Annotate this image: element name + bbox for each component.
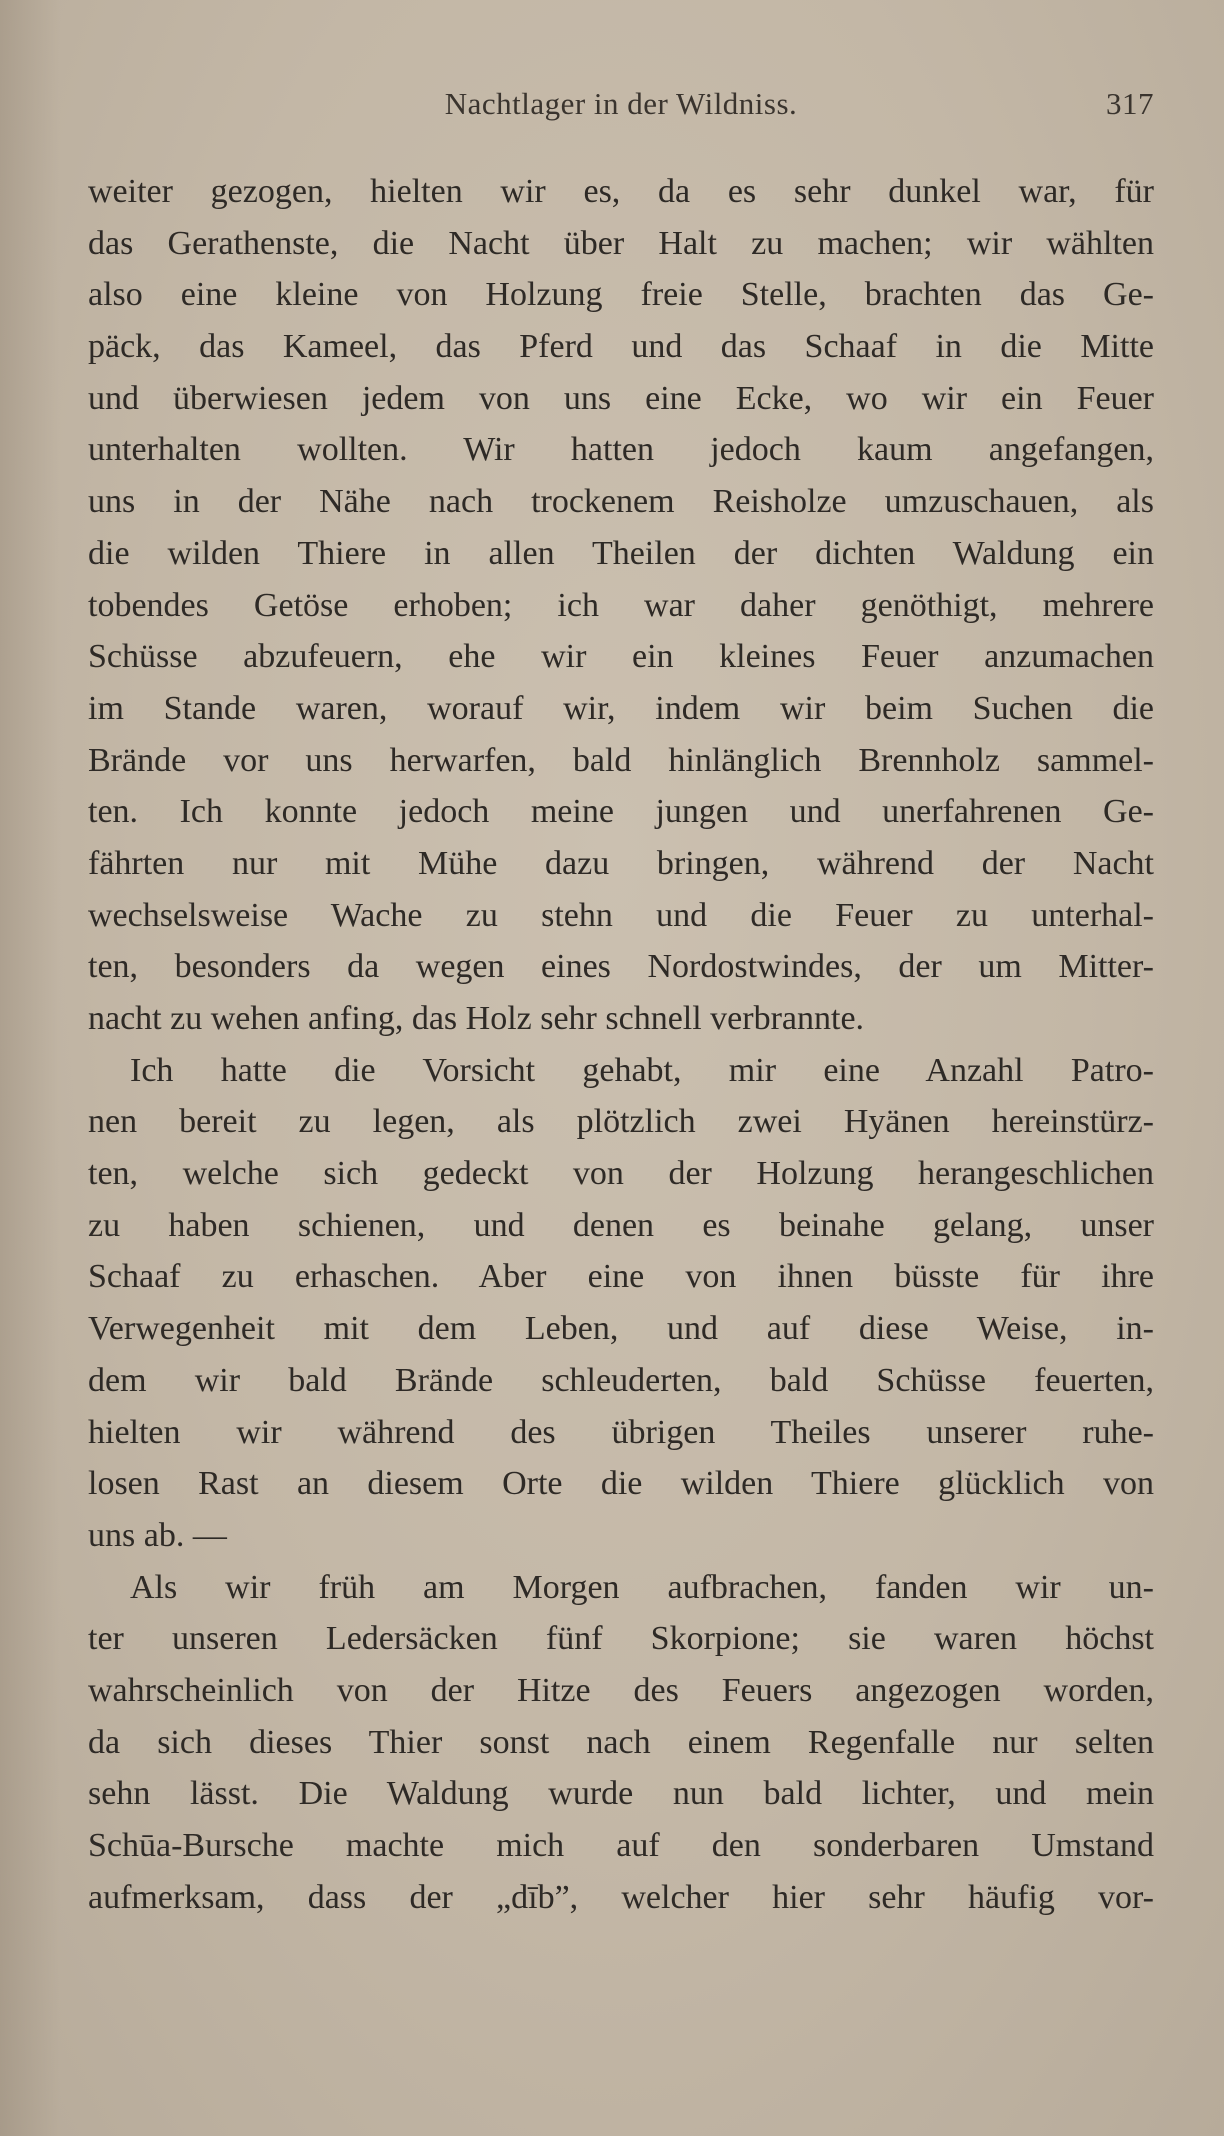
page-number: 317 — [1106, 86, 1154, 121]
text-line: und überwiesen jedem von uns eine Ecke, wo wir ein Feuer — [88, 379, 1154, 417]
text-line: nen bereit zu legen, als plötzlich zwei Hyänen hereinstürz- — [88, 1103, 1154, 1141]
text-line: wahrscheinlich von der Hitze des Feuers angezogen worden, — [88, 1671, 1154, 1709]
text-line: Verwegenheit mit dem Leben, und auf diese Weise, in- — [88, 1310, 1154, 1348]
text-line: tobendes Getöse erhoben; ich war daher genöthigt, mehrere — [88, 586, 1154, 624]
text-line: weiter gezogen, hielten wir es, da es sehr dunkel war, für — [88, 173, 1154, 210]
text-line: Ich hatte die Vorsicht gehabt, mir eine Anzahl Patro- — [130, 1051, 1154, 1089]
text-line: aufmerksam, dass der „dīb”, welcher hier sehr häufig vor- — [88, 1878, 1154, 1916]
page-edge-shadow — [0, 0, 60, 2136]
text-line: zu haben schienen, und denen es beinahe gelang, unser — [88, 1206, 1154, 1244]
text-line: uns ab. — — [88, 1516, 227, 1554]
text-line: nacht zu wehen anfing, das Holz sehr schnell verbrannte. — [88, 1000, 865, 1037]
text-line: wechselsweise Wache zu stehn und die Feuer zu unterhal- — [88, 896, 1154, 934]
text-line: ten, besonders da wegen eines Nordostwindes, der um Mitter- — [88, 948, 1154, 986]
text-line: Schaaf zu erhaschen. Aber eine von ihnen büsste für ihre — [88, 1258, 1154, 1296]
text-line: losen Rast an diesem Orte die wilden Thiere glücklich von — [88, 1465, 1154, 1503]
text-line: unterhalten wollten. Wir hatten jedoch kaum angefangen, — [88, 431, 1154, 469]
text-line: also eine kleine von Holzung freie Stelle, brachten das Ge- — [88, 276, 1154, 314]
text-line: ten. Ich konnte jedoch meine jungen und unerfahrenen Ge- — [88, 793, 1154, 831]
text-line: dem wir bald Brände schleuderten, bald Schüsse feuerten, — [88, 1361, 1154, 1399]
text-line: das Gerathenste, die Nacht über Halt zu machen; wir wählten — [88, 224, 1154, 262]
text-line: fährten nur mit Mühe dazu bringen, während der Nacht — [88, 844, 1154, 882]
text-line: im Stande waren, worauf wir, indem wir beim Suchen die — [88, 689, 1154, 727]
text-line: Schūa-Bursche machte mich auf den sonderbaren Umstand — [88, 1827, 1154, 1864]
text-line: ten, welche sich gedeckt von der Holzung herangeschlichen — [88, 1155, 1154, 1193]
text-line: uns in der Nähe nach trockenem Reisholze umzuschauen, als — [88, 483, 1154, 521]
text-line: ter unseren Ledersäcken fünf Skorpione; sie waren höchst — [88, 1620, 1154, 1658]
text-line: Schüsse abzufeuern, ehe wir ein kleines Feuer anzumachen — [88, 638, 1154, 676]
text-line: sehn lässt. Die Waldung wurde nun bald lichter, und mein — [88, 1775, 1154, 1813]
text-line: päck, das Kameel, das Pferd und das Schaaf in die Mitte — [88, 328, 1154, 366]
running-title: Nachtlager in der Wildniss. — [444, 86, 798, 121]
body-text — [88, 166, 1154, 1923]
text-line: die wilden Thiere in allen Theilen der dichten Waldung ein — [88, 534, 1154, 572]
text-line: Brände vor uns herwarfen, bald hinlänglich Brennholz sammel- — [88, 741, 1154, 779]
text-line: Als wir früh am Morgen aufbrachen, fanden wir un- — [130, 1568, 1154, 1606]
page-header — [88, 86, 1154, 136]
text-line: hielten wir während des übrigen Theiles unserer ruhe- — [88, 1413, 1154, 1451]
text-line: da sich dieses Thier sonst nach einem Regenfalle nur selten — [88, 1723, 1154, 1761]
